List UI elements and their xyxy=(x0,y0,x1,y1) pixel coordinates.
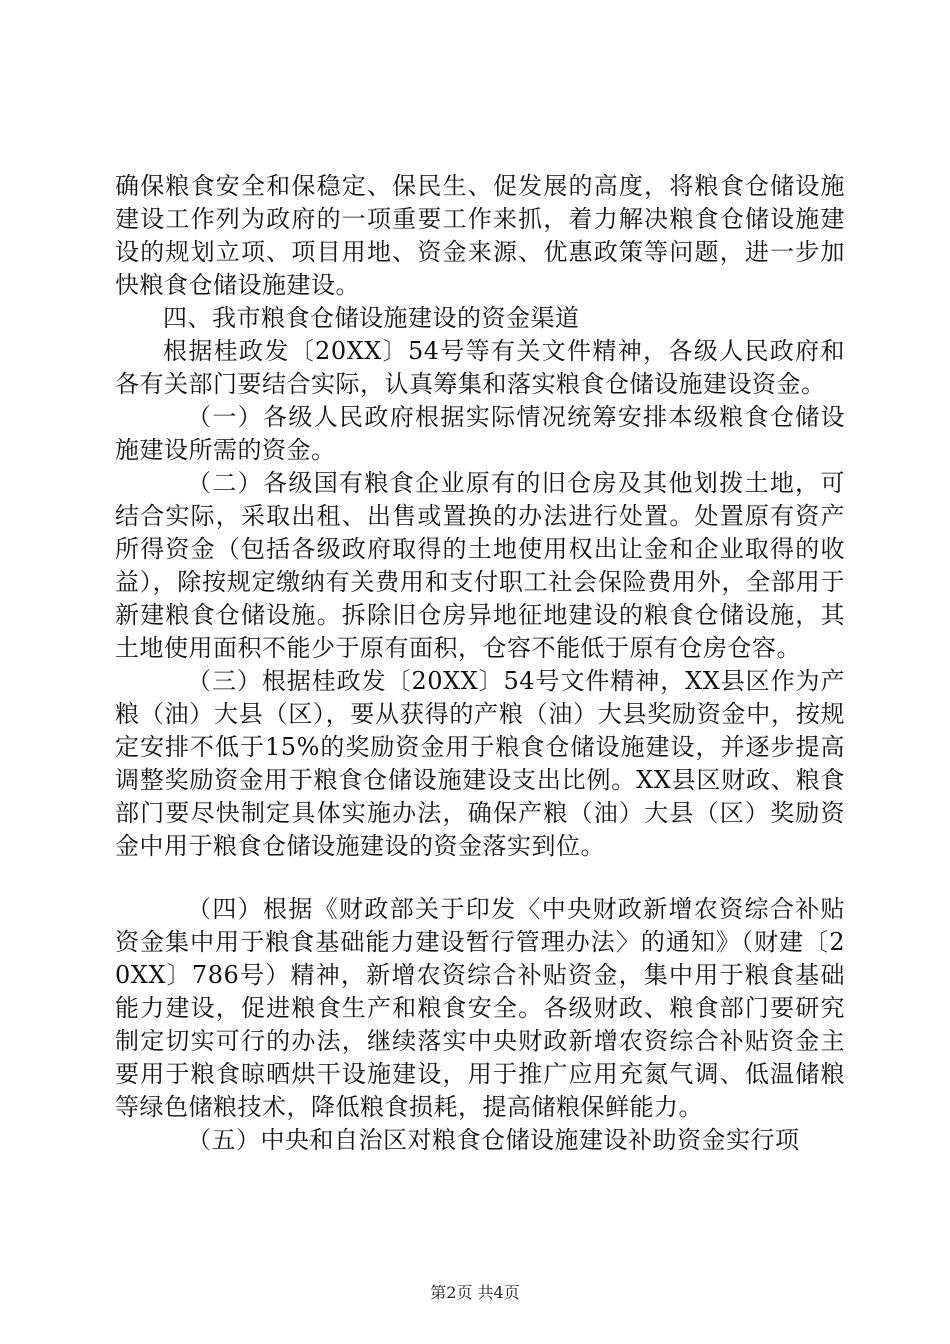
paragraph-spacer xyxy=(115,863,845,893)
page-number-label: 第2页 共4页 xyxy=(430,1283,520,1302)
paragraph-item-2: （二）各级国有粮食企业原有的旧仓房及其他划拨土地，可结合实际，采取出租、出售或置换的办法进行处置。处置原有资产所得资金（包括各级政府取得的土地使用权出让金和企业取得的收益），除按规定缴纳有关费用和支付职工社会保险费用外，全部用于新建粮食仓储设施。拆除旧仓房异地征地建设的粮食仓储设施，其土地使用面积不能少于原有面积，仓容不能低于原有仓房仓容。 xyxy=(115,469,845,662)
section-heading-funding-channels: 四、我市粮食仓储设施建设的资金渠道 xyxy=(163,304,580,332)
paragraph-item-4: （四）根据《财政部关于印发〈中央财政新增农资综合补贴资金集中用于粮食基础能力建设暂行管理办法〉的通知》（财建〔20XX〕786号）精神，新增农资综合补贴资金，集中用于粮食基础能力建设，促进粮食生产和粮食安全。各级财政、粮食部门要研究制定切实可行的办法，继续落实中央财政新增农资综合补贴资金主要用于粮食晾晒烘干设施建设，用于推广应用充氮气调、低温储粮等绿色储粮技术，降低粮食损耗，提高储粮保鲜能力。 xyxy=(115,895,845,1121)
paragraph-item-1: （一）各级人民政府根据实际情况统筹安排本级粮食仓储设施建设所需的资金。 xyxy=(115,403,845,464)
paragraph-item-5: （五）中央和自治区对粮食仓储设施建设补助资金实行项 xyxy=(187,1126,800,1154)
document-body xyxy=(115,170,845,1157)
paragraph-intro-continuation: 确保粮食安全和保稳定、保民生、促发展的高度，将粮食仓储设施建设工作列为政府的一项重要工作来抓，着力解决粮食仓储设施建设的规划立项、项目用地、资金来源、优惠政策等问题，进一步加快粮食仓储设施建设。 xyxy=(115,172,845,299)
paragraph-policy-basis: 根据桂政发〔20XX〕54号等有关文件精神，各级人民政府和各有关部门要结合实际，认真筹集和落实粮食仓储设施建设资金。 xyxy=(115,337,845,398)
paragraph-item-3: （三）根据桂政发〔20XX〕54号文件精神，XX县区作为产粮（油）大县（区），要从获得的产粮（油）大县奖励资金中，按规定安排不低于15%的奖励资金用于粮食仓储设施建设，并逐步提高调整奖励资金用于粮食仓储设施建设支出比例。XX县区财政、粮食部门要尽快制定具体实施办法，确保产粮（油）大县（区）奖励资金中用于粮食仓储设施建设的资金落实到位。 xyxy=(115,667,845,860)
page-footer xyxy=(0,1280,950,1303)
